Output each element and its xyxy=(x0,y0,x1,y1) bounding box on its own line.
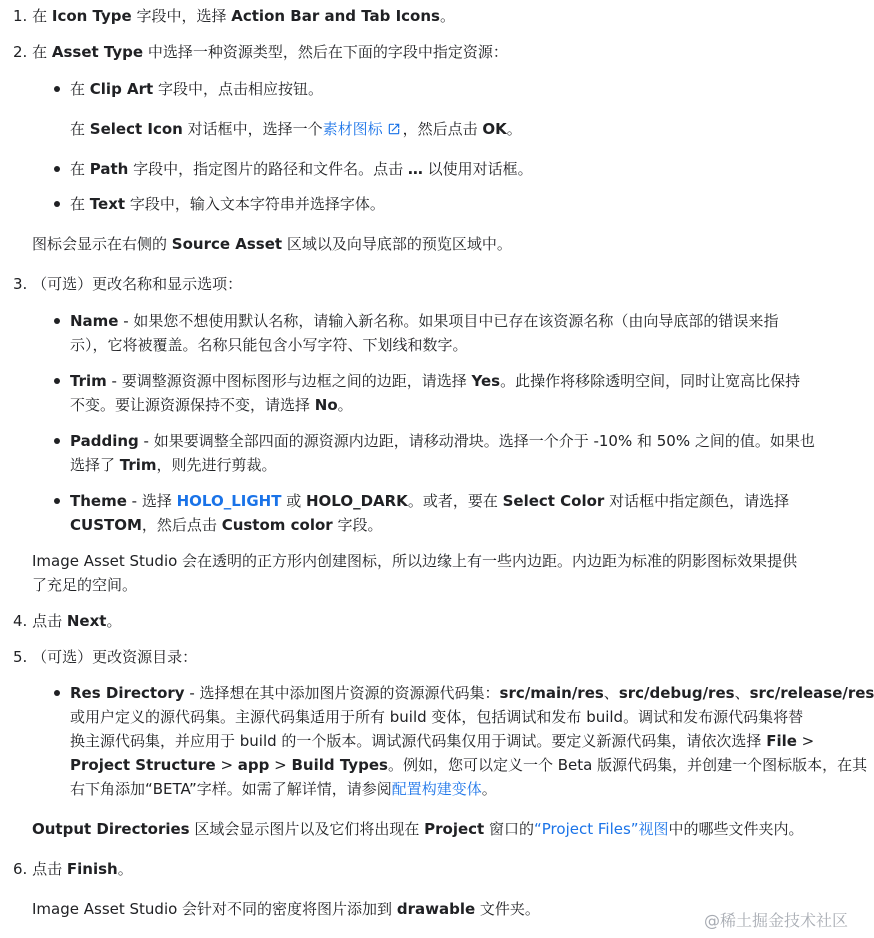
bullet-dot xyxy=(54,318,60,324)
bullet-dot xyxy=(54,438,60,444)
list-item-clip-art: 在 Clip Art 字段中，点击相应按钮。 xyxy=(70,80,323,98)
project-files-view-link[interactable]: “Project Files”视图 xyxy=(534,820,669,838)
step-1: 1. 在 Icon Type 字段中，选择 Action Bar and Tab Icons。 xyxy=(13,7,455,25)
step-number: 2. xyxy=(13,43,28,61)
step-number: 5. xyxy=(13,648,28,666)
drawable-note: Image Asset Studio 会针对不同的密度将图片添加到 drawable 文件夹。 xyxy=(32,900,540,918)
step-4: 4. 点击 Next。 xyxy=(13,612,122,630)
step-2: 2. 在 Asset Type 中选择一种资源类型，然后在下面的字段中指定资源： xyxy=(13,43,508,61)
external-link-icon[interactable] xyxy=(387,119,401,143)
list-item-text: 在 Text 字段中，输入文本字符串并选择字体。 xyxy=(70,195,385,213)
source-asset-note: 图标会显示在右侧的 Source Asset 区域以及向导底部的预览区域中。 xyxy=(32,235,512,253)
padding-note: Image Asset Studio 会在透明的正方形内创建图标，所以边缘上有一些内边距。内边距为标准的阴影图标效果提供 了充足的空间。 xyxy=(32,552,798,594)
step-number: 3. xyxy=(13,275,28,293)
step-6: 6. 点击 Finish。 xyxy=(13,860,133,878)
step-number: 6. xyxy=(13,860,28,878)
watermark: @稀土掘金技术社区 xyxy=(703,911,848,930)
list-item-path: 在 Path 字段中，指定图片的路径和文件名。点击 … 以使用对话框。 xyxy=(70,160,533,178)
list-item-padding: Padding - 如果要调整全部四面的源资源内边距，请移动滑块。选择一个介于 -10% 和 50% 之间的值。如果也 选择了 Trim，则先进行剪裁。 xyxy=(70,432,815,474)
list-item-res-directory: Res Directory - 选择想在其中添加图片资源的资源源代码集：src/main/res、src/debug/res、src/release/res 或用户定义的源代码集。主源代码集适用于所有 build 变体，包括调试和发布 build。调试和发布源代码集将替 换主源代码集，并应用于 build 的一个版本。调试源代码集仅用于调试。要定义新源代码集，请依次选择 File > Project Structure > app > Build Types。例如，您可以定义一个 Beta 版源代码集，并创建一个图标版本，在其 右下角添加“BETA”字样。如需了解详情，请参阅配置构建变体。 xyxy=(70,684,874,798)
list-item-trim: Trim - 要调整源资源中图标图形与边框之间的边距，请选择 Yes。此操作将移除透明空间，同时让宽高比保持 不变。要让源资源保持不变，请选择 No。 xyxy=(70,372,801,414)
configure-build-variants-link[interactable]: 配置构建变体 xyxy=(391,780,482,798)
holo-light-value: HOLO_LIGHT xyxy=(176,492,282,510)
list-item-name: Name - 如果您不想使用默认名称，请输入新名称。如果项目中已存在该资源名称（由向导底部的错误来指 示），它将被覆盖。名称只能包含小写字符、下划线和数字。 xyxy=(70,312,779,354)
bullet-dot xyxy=(54,498,60,504)
step-number: 4. xyxy=(13,612,28,630)
bullet-dot xyxy=(54,166,60,172)
bullet-dot xyxy=(54,378,60,384)
step-3: 3. （可选）更改名称和显示选项： xyxy=(13,275,243,293)
step-5: 5. （可选）更改资源目录： xyxy=(13,648,198,666)
output-directories-note: Output Directories 区域会显示图片以及它们将出现在 Project 窗口的“Project Files”视图中的哪些文件夹内。 xyxy=(32,820,804,838)
select-icon-paragraph: 在 Select Icon 对话框中，选择一个素材图标 ，然后点击 OK。 xyxy=(70,117,522,143)
bullet-dot xyxy=(54,201,60,207)
step-number: 1. xyxy=(13,7,28,25)
bullet-dot xyxy=(54,86,60,92)
material-icons-link[interactable]: 素材图标 xyxy=(322,120,383,138)
list-item-theme: Theme - 选择 HOLO_LIGHT 或 HOLO_DARK。或者，要在 Select Color 对话框中指定颜色，请选择 CUSTOM，然后点击 Custom color 字段。 xyxy=(70,492,790,534)
bullet-dot xyxy=(54,690,60,696)
